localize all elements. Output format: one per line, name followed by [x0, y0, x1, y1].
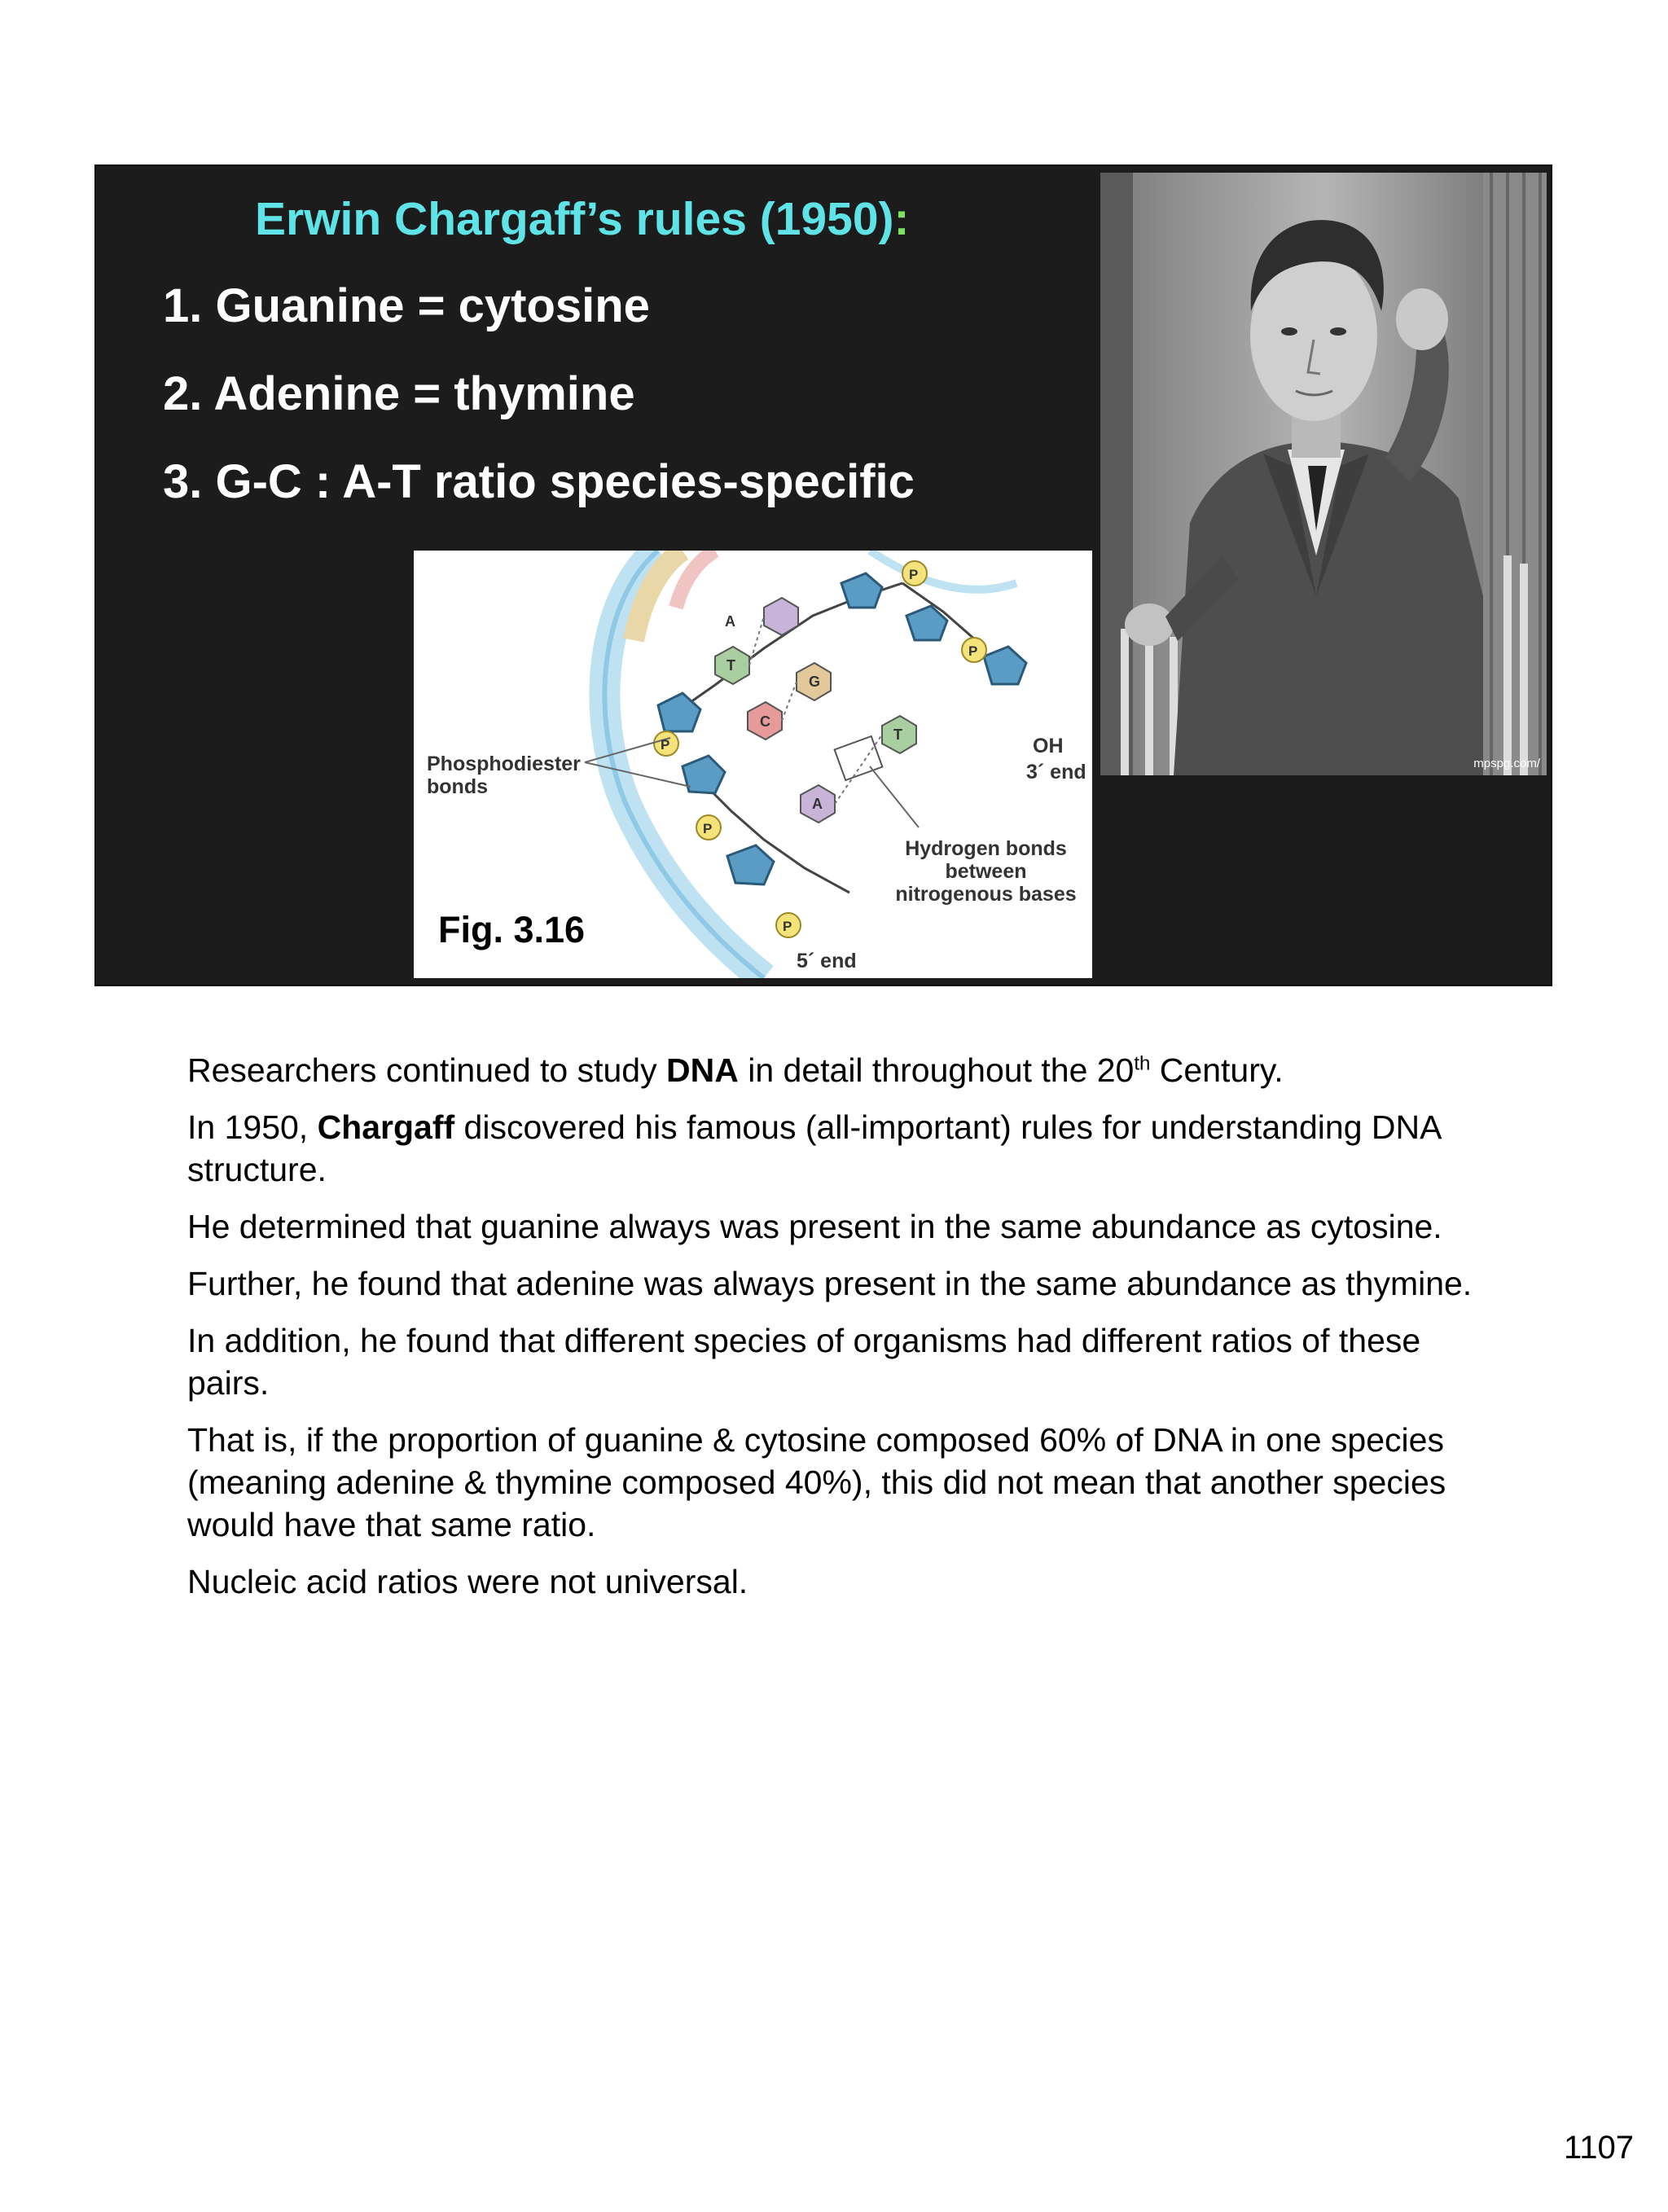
base-g-label: G [809, 674, 821, 690]
slide-title-text: Erwin Chargaff’s rules (1950) [255, 193, 894, 245]
photo-credit: mpspg.com/ [1473, 757, 1540, 770]
note-paragraph-1 [187, 1049, 1482, 1091]
base-a-label: A [725, 613, 735, 630]
note-1-text-c: Century. [1150, 1051, 1284, 1089]
base-c-label: C [760, 713, 770, 730]
note-paragraph-2 [187, 1106, 1482, 1191]
slide-title-colon: : [893, 193, 910, 245]
base-t2-label: T [893, 726, 902, 743]
phosphate-label: P [909, 567, 919, 582]
slide-title [255, 192, 910, 246]
phosphodiester-label [427, 753, 581, 798]
three-prime-end-label: 3´ end [1026, 761, 1086, 783]
phosphate-label: P [968, 643, 978, 659]
chargaff-portrait-photo [1100, 173, 1547, 775]
dna-diagram [414, 551, 1092, 978]
hbonds-line1: Hydrogen bonds [905, 837, 1067, 860]
five-prime-end-label: 5´ end [797, 950, 857, 972]
note-paragraph-6: That is, if the proportion of guanine & cytosine composed 60% of DNA in one species (meaning adenine & thymine composed 40%), this did not mean that another species would have that same ratio. [187, 1421, 1446, 1543]
note-paragraph-3: He determined that guanine always was present in the same abundance as cytosine. [187, 1208, 1442, 1245]
note-1-text-a: Researchers continued to study [187, 1051, 666, 1089]
figure-caption: Fig. 3.16 [438, 909, 586, 950]
rule-3: 3. G-C : A-T ratio species-specific [163, 455, 915, 508]
note-paragraph-5: In addition, he found that different species of organisms had different ratios of these pairs. [187, 1322, 1421, 1402]
base-t-label: T [726, 657, 735, 674]
note-paragraph-4: Further, he found that adenine was always present in the same abundance as thymine. [187, 1265, 1473, 1302]
rule-1: 1. Guanine = cytosine [163, 279, 650, 332]
hbonds-line3: nitrogenous bases [895, 883, 1077, 906]
rule-2: 2. Adenine = thymine [163, 367, 635, 420]
phosphate-label: P [703, 821, 713, 836]
note-1-superscript: th [1134, 1052, 1151, 1075]
phosphate-label: P [661, 737, 670, 753]
hydrogen-bonds-label [890, 837, 1082, 906]
note-paragraph-7: Nucleic acid ratios were not universal. [187, 1563, 748, 1600]
oh-label: OH [1033, 735, 1064, 757]
phosphodiester-line1: Phosphodiester [427, 753, 581, 775]
note-1-bold: DNA [666, 1051, 739, 1089]
page-number: 1107 [1563, 2130, 1634, 2166]
phosphodiester-line2: bonds [427, 775, 488, 798]
portrait-illustration [1100, 173, 1547, 775]
note-2-text-a: In 1950, [187, 1108, 318, 1146]
note-2-bold: Chargaff [317, 1108, 455, 1146]
base-a2-label: A [812, 796, 823, 812]
note-1-text-b: in detail throughout the 20 [738, 1051, 1135, 1089]
note-2-text-b: discovered his famous (all-important) rules for understanding DNA structure. [187, 1108, 1441, 1188]
lecture-notes [187, 1049, 1482, 1617]
hbonds-line2: between [945, 860, 1027, 883]
slide-panel [94, 165, 1552, 986]
phosphate-label: P [783, 919, 792, 934]
